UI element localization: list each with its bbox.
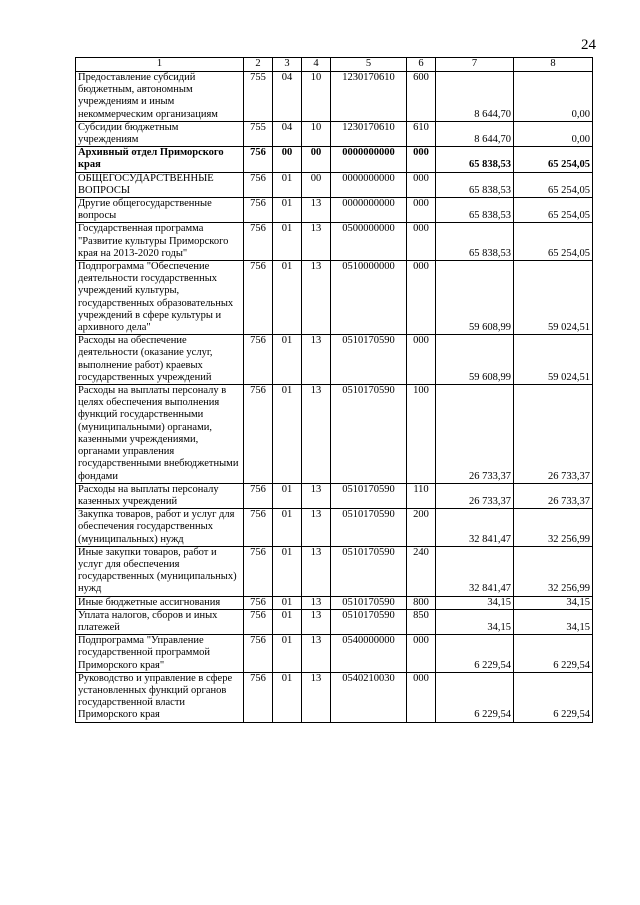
table-row [76, 72, 593, 122]
target-article-cell: 0510170590 [331, 546, 407, 596]
subsection-code-cell: 13 [302, 483, 331, 508]
table-row [76, 223, 593, 261]
row-name-cell: Государственная программа "Развитие культуры Приморского края на 2013-2020 годы" [76, 223, 244, 261]
section-code-cell: 01 [273, 261, 302, 335]
section-code-cell: 01 [273, 483, 302, 508]
amount-year1-cell: 8 644,70 [436, 121, 514, 146]
target-article-cell: 0510170590 [331, 335, 407, 385]
table-row [76, 635, 593, 673]
table-row [76, 121, 593, 146]
amount-year1-cell: 65 838,53 [436, 147, 514, 172]
expense-type-cell: 000 [407, 335, 436, 385]
amount-year2-cell: 6 229,54 [514, 672, 593, 722]
section-code-cell: 01 [273, 609, 302, 634]
amount-year2-cell: 32 256,99 [514, 546, 593, 596]
amount-year2-cell: 59 024,51 [514, 335, 593, 385]
target-article-cell: 0000000000 [331, 172, 407, 197]
amount-year1-cell: 59 608,99 [436, 261, 514, 335]
admin-code-cell: 756 [244, 546, 273, 596]
expense-type-cell: 000 [407, 172, 436, 197]
row-name-cell: Иные бюджетные ассигнования [76, 596, 244, 609]
admin-code-cell: 756 [244, 483, 273, 508]
section-code-cell: 01 [273, 635, 302, 673]
admin-code-cell: 756 [244, 385, 273, 484]
table-body [76, 72, 593, 723]
section-code-cell: 01 [273, 172, 302, 197]
target-article-cell: 0510170590 [331, 609, 407, 634]
amount-year2-cell: 65 254,05 [514, 198, 593, 223]
amount-year1-cell: 34,15 [436, 596, 514, 609]
amount-year1-cell: 65 838,53 [436, 223, 514, 261]
subsection-code-cell: 10 [302, 121, 331, 146]
expense-type-cell: 850 [407, 609, 436, 634]
expense-type-cell: 610 [407, 121, 436, 146]
amount-year2-cell: 0,00 [514, 121, 593, 146]
table-row [76, 509, 593, 547]
amount-year2-cell: 0,00 [514, 72, 593, 122]
table-row [76, 335, 593, 385]
admin-code-cell: 756 [244, 147, 273, 172]
expense-type-cell: 000 [407, 635, 436, 673]
row-name-cell: Расходы на выплаты персоналу казенных учреждений [76, 483, 244, 508]
expense-type-cell: 600 [407, 72, 436, 122]
section-code-cell: 01 [273, 385, 302, 484]
row-name-cell: Иные закупки товаров, работ и услуг для обеспечения государственных (муниципальных) нужд [76, 546, 244, 596]
subsection-code-cell: 00 [302, 172, 331, 197]
section-code-cell: 00 [273, 147, 302, 172]
expense-type-cell: 110 [407, 483, 436, 508]
section-code-cell: 04 [273, 72, 302, 122]
section-code-cell: 01 [273, 596, 302, 609]
amount-year2-cell: 59 024,51 [514, 261, 593, 335]
admin-code-cell: 756 [244, 509, 273, 547]
target-article-cell: 0510170590 [331, 509, 407, 547]
subsection-code-cell: 13 [302, 335, 331, 385]
amount-year2-cell: 32 256,99 [514, 509, 593, 547]
target-article-cell: 0510170590 [331, 596, 407, 609]
target-article-cell: 1230170610 [331, 121, 407, 146]
amount-year2-cell: 65 254,05 [514, 172, 593, 197]
admin-code-cell: 756 [244, 335, 273, 385]
row-name-cell: Архивный отдел Приморского края [76, 147, 244, 172]
table-row [76, 609, 593, 634]
table-row [76, 172, 593, 197]
header-cell: 4 [302, 58, 331, 72]
amount-year1-cell: 32 841,47 [436, 509, 514, 547]
expense-type-cell: 000 [407, 147, 436, 172]
table-row [76, 672, 593, 722]
target-article-cell: 0540000000 [331, 635, 407, 673]
table-row [76, 546, 593, 596]
admin-code-cell: 756 [244, 635, 273, 673]
row-name-cell: Уплата налогов, сборов и иных платежей [76, 609, 244, 634]
amount-year1-cell: 65 838,53 [436, 172, 514, 197]
amount-year1-cell: 59 608,99 [436, 335, 514, 385]
row-name-cell: Закупка товаров, работ и услуг для обеспечения государственных (муниципальных) нужд [76, 509, 244, 547]
expense-type-cell: 800 [407, 596, 436, 609]
header-cell: 3 [273, 58, 302, 72]
amount-year1-cell: 26 733,37 [436, 385, 514, 484]
admin-code-cell: 755 [244, 121, 273, 146]
table-row [76, 596, 593, 609]
subsection-code-cell: 13 [302, 223, 331, 261]
target-article-cell: 0500000000 [331, 223, 407, 261]
amount-year1-cell: 6 229,54 [436, 635, 514, 673]
subsection-code-cell: 13 [302, 198, 331, 223]
header-cell: 2 [244, 58, 273, 72]
section-code-cell: 01 [273, 198, 302, 223]
row-name-cell: Субсидии бюджетным учреждениям [76, 121, 244, 146]
admin-code-cell: 756 [244, 596, 273, 609]
amount-year2-cell: 34,15 [514, 596, 593, 609]
expense-type-cell: 100 [407, 385, 436, 484]
target-article-cell: 0510170590 [331, 483, 407, 508]
header-cell: 6 [407, 58, 436, 72]
amount-year1-cell: 34,15 [436, 609, 514, 634]
header-cell: 5 [331, 58, 407, 72]
expense-type-cell: 240 [407, 546, 436, 596]
expense-type-cell: 000 [407, 672, 436, 722]
admin-code-cell: 755 [244, 72, 273, 122]
table-row [76, 261, 593, 335]
subsection-code-cell: 13 [302, 261, 331, 335]
page-number: 24 [581, 37, 596, 53]
admin-code-cell: 756 [244, 609, 273, 634]
section-code-cell: 01 [273, 509, 302, 547]
subsection-code-cell: 13 [302, 635, 331, 673]
expense-type-cell: 000 [407, 223, 436, 261]
amount-year2-cell: 26 733,37 [514, 483, 593, 508]
section-code-cell: 04 [273, 121, 302, 146]
section-code-cell: 01 [273, 223, 302, 261]
section-code-cell: 01 [273, 546, 302, 596]
section-code-cell: 01 [273, 335, 302, 385]
target-article-cell: 0540210030 [331, 672, 407, 722]
amount-year1-cell: 65 838,53 [436, 198, 514, 223]
expense-type-cell: 000 [407, 261, 436, 335]
subsection-code-cell: 00 [302, 147, 331, 172]
subsection-code-cell: 13 [302, 546, 331, 596]
header-cell: 8 [514, 58, 593, 72]
section-code-cell: 01 [273, 672, 302, 722]
amount-year1-cell: 26 733,37 [436, 483, 514, 508]
budget-table [75, 57, 593, 723]
row-name-cell: ОБЩЕГОСУДАРСТВЕННЫЕ ВОПРОСЫ [76, 172, 244, 197]
row-name-cell: Предоставление субсидий бюджетным, автономным учреждениям и иным некоммерческим организациям [76, 72, 244, 122]
table-header-row [76, 58, 593, 72]
table-row [76, 147, 593, 172]
admin-code-cell: 756 [244, 223, 273, 261]
subsection-code-cell: 13 [302, 385, 331, 484]
target-article-cell: 0510170590 [331, 385, 407, 484]
target-article-cell: 0000000000 [331, 147, 407, 172]
admin-code-cell: 756 [244, 198, 273, 223]
subsection-code-cell: 13 [302, 609, 331, 634]
header-cell: 7 [436, 58, 514, 72]
row-name-cell: Подпрограмма "Управление государственной программой Приморского края" [76, 635, 244, 673]
admin-code-cell: 756 [244, 172, 273, 197]
amount-year2-cell: 26 733,37 [514, 385, 593, 484]
amount-year1-cell: 32 841,47 [436, 546, 514, 596]
target-article-cell: 0000000000 [331, 198, 407, 223]
expense-type-cell: 200 [407, 509, 436, 547]
row-name-cell: Подпрограмма "Обеспечение деятельности государственных учреждений культуры, государственных образовательных учреждений в сфере культуры и архивного дела" [76, 261, 244, 335]
expense-type-cell: 000 [407, 198, 436, 223]
admin-code-cell: 756 [244, 261, 273, 335]
amount-year2-cell: 6 229,54 [514, 635, 593, 673]
table-row [76, 198, 593, 223]
subsection-code-cell: 10 [302, 72, 331, 122]
header-cell: 1 [76, 58, 244, 72]
amount-year1-cell: 8 644,70 [436, 72, 514, 122]
subsection-code-cell: 13 [302, 596, 331, 609]
amount-year2-cell: 65 254,05 [514, 147, 593, 172]
amount-year1-cell: 6 229,54 [436, 672, 514, 722]
target-article-cell: 0510000000 [331, 261, 407, 335]
subsection-code-cell: 13 [302, 509, 331, 547]
amount-year2-cell: 34,15 [514, 609, 593, 634]
table-row [76, 385, 593, 484]
row-name-cell: Другие общегосударственные вопросы [76, 198, 244, 223]
row-name-cell: Руководство и управление в сфере установленных функций органов государственной власти Приморского края [76, 672, 244, 722]
row-name-cell: Расходы на выплаты персоналу в целях обеспечения выполнения функций государственными (муниципальными) органами, казенными учреждениями, органами управления государственными внебюджетными фондами [76, 385, 244, 484]
admin-code-cell: 756 [244, 672, 273, 722]
amount-year2-cell: 65 254,05 [514, 223, 593, 261]
target-article-cell: 1230170610 [331, 72, 407, 122]
row-name-cell: Расходы на обеспечение деятельности (оказание услуг, выполнение работ) краевых государственных учреждений [76, 335, 244, 385]
subsection-code-cell: 13 [302, 672, 331, 722]
table-row [76, 483, 593, 508]
